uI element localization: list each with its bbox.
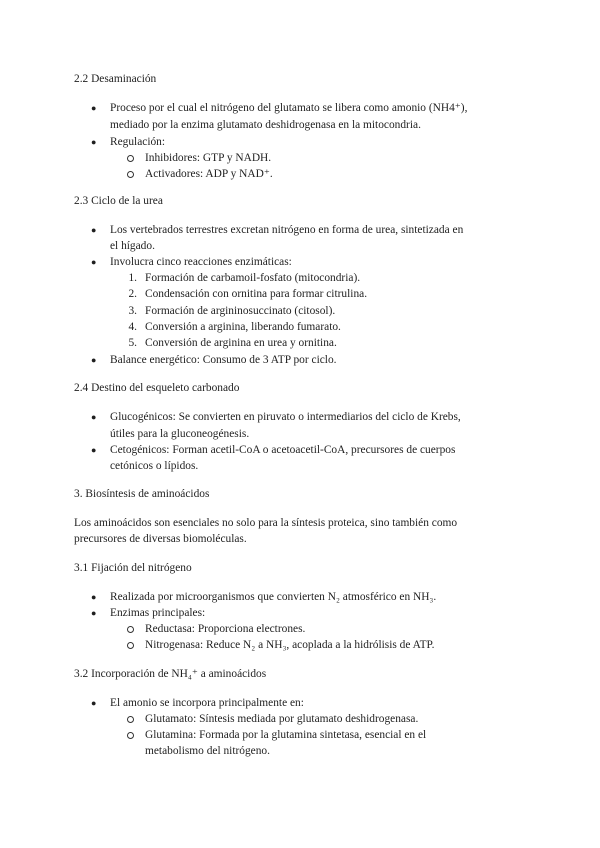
- sub-list-item: Activadores: ADP y NAD⁺.: [145, 168, 273, 180]
- paragraph-line: útiles para la gluconeogénesis.: [110, 428, 250, 440]
- list-item: Regulación:: [110, 136, 166, 148]
- section-heading-2-2: 2.2 Desaminación: [74, 73, 157, 85]
- bullet-icon: ●: [91, 355, 97, 365]
- circle-bullet-icon: [127, 716, 134, 723]
- bullet-icon: ●: [91, 225, 97, 235]
- step-number: 5.: [128, 337, 137, 349]
- step-item: Formación de argininosuccinato (citosol).: [145, 305, 336, 317]
- circle-bullet-icon: [127, 732, 134, 739]
- circle-bullet-icon: [127, 171, 134, 178]
- sub-list-item: metabolismo del nitrógeno.: [145, 745, 270, 757]
- bullet-icon: ●: [91, 608, 97, 618]
- circle-bullet-icon: [127, 642, 134, 649]
- sub-list-item: Inhibidores: GTP y NADH.: [145, 152, 272, 164]
- paragraph-line: precursores de diversas biomoléculas.: [74, 533, 247, 545]
- paragraph-line: mediado por la enzima glutamato deshidrogenasa en la mitocondria.: [110, 119, 421, 131]
- bullet-icon: ●: [91, 698, 97, 708]
- step-item: Condensación con ornitina para formar citrulina.: [145, 288, 368, 300]
- paragraph-line: cetónicos o lípidos.: [110, 460, 199, 472]
- bullet-icon: ●: [91, 257, 97, 267]
- list-item: Realizada por microorganismos que convierten N₂ atmosférico en NH₃.: [110, 591, 437, 603]
- sub-list-item: Glutamato: Síntesis mediada por glutamato deshidrogenasa.: [145, 713, 419, 725]
- circle-bullet-icon: [127, 626, 134, 633]
- section-heading-3-1: 3.1 Fijación del nitrógeno: [74, 562, 192, 574]
- bullet-icon: ●: [91, 412, 97, 422]
- step-item: Conversión de arginina en urea y ornitina.: [145, 337, 337, 349]
- section-heading-2-3: 2.3 Ciclo de la urea: [74, 195, 163, 207]
- bullet-icon: ●: [91, 137, 97, 147]
- circle-bullet-icon: [127, 155, 134, 162]
- paragraph-line: Glucogénicos: Se convierten en piruvato o intermediarios del ciclo de Krebs,: [110, 411, 461, 423]
- step-number: 2.: [128, 288, 137, 300]
- step-number: 3.: [128, 305, 137, 317]
- sub-list-item: Nitrogenasa: Reduce N₂ a NH₃, acoplada a la hidrólisis de ATP.: [145, 639, 435, 651]
- bullet-icon: ●: [91, 592, 97, 602]
- paragraph-line: Cetogénicos: Forman acetil-CoA o acetoacetil-CoA, precursores de cuerpos: [110, 444, 456, 456]
- paragraph-line: Los vertebrados terrestres excretan nitrógeno en forma de urea, sintetizada en: [110, 224, 464, 236]
- section-heading-3-2: 3.2 Incorporación de NH₄⁺ a aminoácidos: [74, 668, 267, 680]
- paragraph-line: Los aminoácidos son esenciales no solo para la síntesis proteica, sino también como: [74, 517, 458, 529]
- step-item: Formación de carbamoil-fosfato (mitocondria).: [145, 272, 361, 284]
- section-heading-2-4: 2.4 Destino del esqueleto carbonado: [74, 382, 240, 394]
- step-item: Conversión a arginina, liberando fumarato.: [145, 321, 341, 333]
- bullet-icon: ●: [91, 103, 97, 113]
- paragraph-line: Proceso por el cual el nitrógeno del glutamato se libera como amonio (NH4⁺),: [110, 102, 468, 114]
- list-item: Involucra cinco reacciones enzimáticas:: [110, 256, 292, 268]
- paragraph-line: el hígado.: [110, 240, 155, 252]
- step-number: 4.: [128, 321, 137, 333]
- step-number: 1.: [128, 272, 137, 284]
- list-item: El amonio se incorpora principalmente en:: [110, 697, 304, 709]
- sub-list-item: Glutamina: Formada por la glutamina sintetasa, esencial en el: [145, 729, 427, 741]
- sub-list-item: Reductasa: Proporciona electrones.: [145, 623, 306, 635]
- bullet-icon: ●: [91, 445, 97, 455]
- section-heading-3: 3. Biosíntesis de aminoácidos: [74, 488, 210, 500]
- list-item: Enzimas principales:: [110, 607, 206, 619]
- list-item: Balance energético: Consumo de 3 ATP por ciclo.: [110, 354, 337, 366]
